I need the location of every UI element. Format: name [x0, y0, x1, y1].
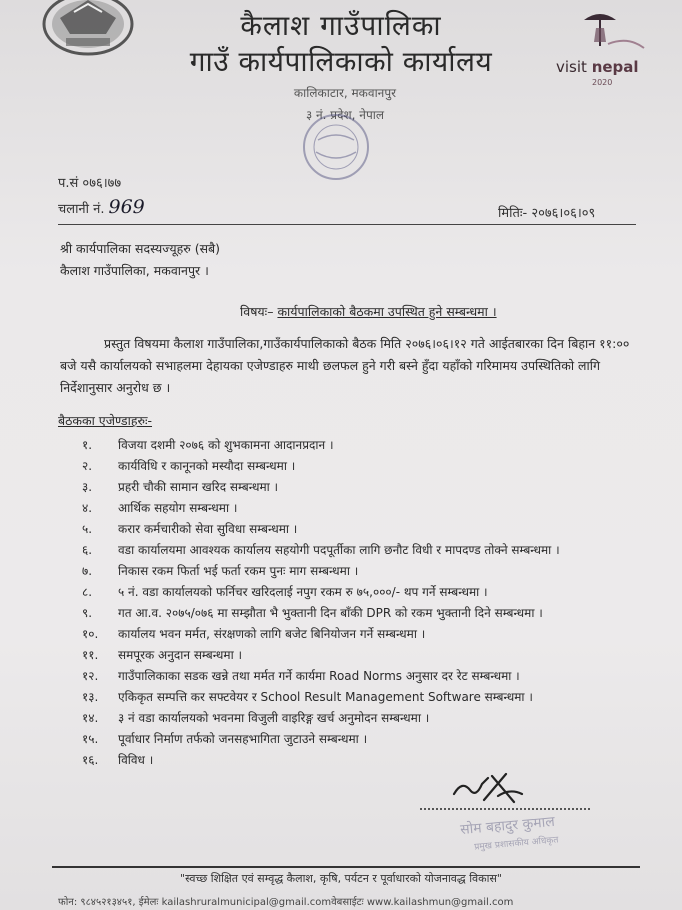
signature-line — [420, 808, 590, 810]
letter-date: मितिः- २०७६।०६।०९ — [498, 206, 596, 221]
signatory-name-stamp — [456, 814, 606, 854]
address-line-1: कालिकाटार, मकवानपुर — [293, 86, 397, 100]
agenda-heading: बैठकका एजेण्डाहरुः- — [58, 413, 153, 428]
office-seal-stamp — [288, 110, 384, 184]
chalani-number — [58, 196, 145, 218]
address-line-2: ३ नं. प्रदेश, नेपाल — [305, 108, 385, 122]
patra-sankhya: प.सं ०७६।७७ — [58, 176, 122, 191]
subject-label: विषयः– — [240, 304, 274, 319]
municipality-name: कैलाश गाउँपालिका — [240, 9, 442, 42]
umbrella-icon — [548, 6, 668, 62]
subject-text: कार्यपालिकाको बैठकमा उपस्थित हुने सम्बन्धमा । — [277, 304, 497, 319]
recipient-line-1: श्री कार्यपालिका सदस्यज्यूहरु (सबै) — [60, 241, 221, 256]
header-divider — [58, 224, 636, 225]
footer-contact: फोन: ९८४५२१३४५१, ईमेलः kailashruralmunicipal@gmail.comवेबसाईटः www.kailashmun@gmail.com — [58, 897, 514, 908]
body-paragraph: प्रस्तुत विषयमा कैलाश गाउँपालिका,गाउँकार्यपालिकाको बैठक मिति २०७६।०६।१२ गते आईतबारका दिन बिहान ११:०० बजे यसै कार्यालयको सभाहलमा देहायका एजेण्डाहरु माथी छलफल हुने गरी बस्ने हुँदा यहाँको गरिमामय उपस्थितिको लागि निर्देशानुसार अनुरोध छ । — [60, 336, 630, 395]
footer-slogan: "स्वच्छ शिक्षित एवं सम्वृद्ध कैलाश, कृषि, पर्यटन र पूर्वाधारको योजनावद्ध विकास" — [180, 872, 502, 885]
signatory-name: सोम बहादुर कुमाल — [459, 813, 556, 839]
office-name: गाउँ कार्यपालिकाको कार्यालय — [189, 45, 493, 78]
chalani-label: चलानी नं. — [58, 202, 105, 217]
chalani-handwritten-number: 969 — [108, 196, 145, 218]
visit-nepal-wordmark: visit nepal — [556, 58, 639, 76]
visit-nepal-2020-logo — [548, 6, 668, 92]
handwritten-signature — [448, 770, 528, 810]
visit-nepal-year: 2020 — [592, 78, 613, 87]
footer-divider — [52, 866, 640, 868]
signatory-designation: प्रमुख प्रशासकीय अधिकृत — [473, 835, 559, 853]
letter-page: कैलाश गाउँपालिका गाउँ कार्यपालिकाको कार्यालय कालिकाटार, मकवानपुर ३ नं. प्रदेश, नेपाल visit nepal 2020 प.सं ०७६।७७ चलानी नं. 969 मितिः- २०७६।०६।०९ श्री कार्यपालिका सदस्यज्यूहरु (सबै) कैलाश गाउँपालिका, मकवानपुर । विषयः– कार्यपालिकाको बैठकमा उपस्थित हुने सम्बन्धमा । प्रस्तुत विषयमा कैलाश गाउँपालिका,गाउँकार्यपालिकाको बैठक मिति २०७६।०६।१२ गते आईतबारका दिन बिहान ११:०० बजे यसै कार्यालयको सभाहलमा देहायका एजेण्डाहरु माथी छलफल हुने गरी बस्ने हुँदा यहाँको गरिमामय उपस्थितिको लागि निर्देशानुसार अनुरोध छ । बैठकका एजेण्डाहरुः- १. विजया दशमी २०७६ को शुभकामना आदानप्रदान । २. कार्यविधि र कानूनको मस्यौदा सम्बन्धमा । ३. प्रहरी चौकी सामान खरिद सम्बन्धमा । ४. आर्थिक सहयोग सम्बन्धमा । ५. करार कर्मचारीको सेवा सुविधा सम्बन्धमा । ६. वडा कार्यालयमा आवश्यक कार्यालय सहयोगी पदपूर्तीका लागि छनौट विधी र मापदण्ड तोक्ने सम्बन्धमा । ७. निकास रकम फिर्ता भई फर्ता रकम पुनः माग सम्बन्धमा । ८. ५ नं. वडा कार्यालयको फर्निचर खरिदलाई नपुग रकम रु ७५,०००/- थप गर्ने सम्बन्धमा । ९. गत आ.व. २०७५/०७६ मा सम्झौता भै भुक्तानी दिन बाँकी DPR को रकम भुक्तानी दिने सम्बन्धमा । १०. कार्यालय भवन मर्मत, संरक्षणको लागि बजेट बिनियोजन गर्ने सम्बन्धमा । ११. समपूरक अनुदान सम्बन्धमा । १२. गाउँपालिकाका सडक खन्ने तथा मर्मत गर्ने कार्यमा Road Norms अनुसार दर रेट सम्बन्धमा । १३. एकिकृत सम्पत्ति कर सफ्टवेयर र School Result Management Software सम्बन्धमा । १४. ३ नं वडा कार्यालयको भवनमा विजुली वाइरिङ्ग खर्च अनुमोदन सम्बन्धमा । १५. पूर्वाधार निर्माण तर्फको जनसहभागिता जुटाउने सम्बन्धमा । १६. विविध । सोम बहादुर कुमाल प्रमुख प्रशासकीय अधिकृत "स्वच्छ शिक्षित एवं सम्वृद्ध कैलाश, कृषि, पर्यटन र पूर्वाधारको योजनावद्ध विकास" फोन: ९८४५२१३४५१, ईमेलः kailashruralmunicipal@gmail.comवेबसाईटः www.kailashmun@gmail.com — [0, 0, 682, 910]
recipient-line-2: कैलाश गाउँपालिका, मकवानपुर । — [60, 263, 209, 278]
subject-line — [240, 303, 497, 320]
